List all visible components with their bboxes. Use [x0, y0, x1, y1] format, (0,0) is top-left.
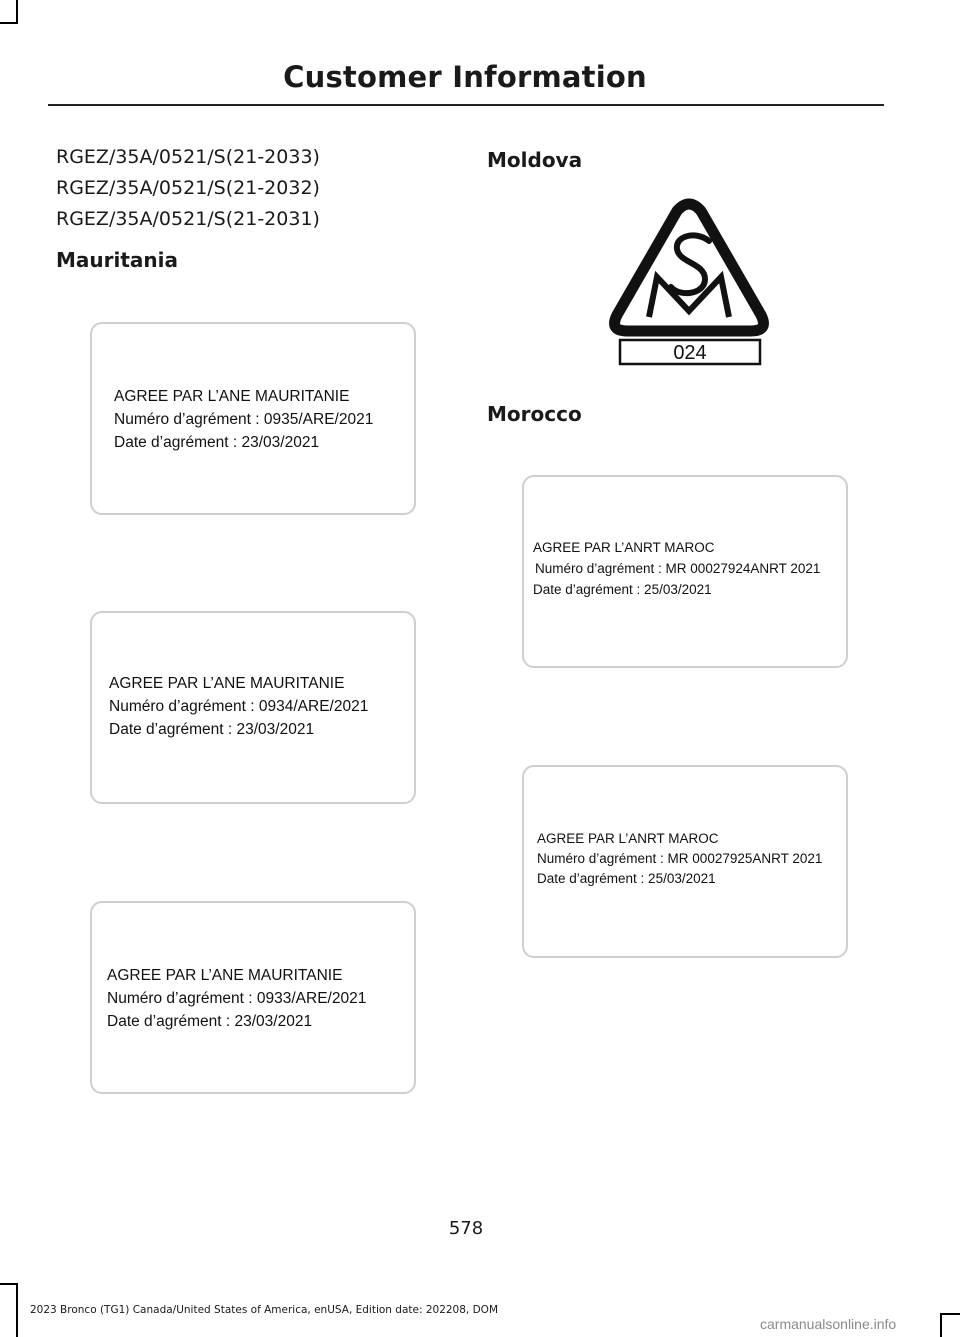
crop-mark-bottom-left-v [16, 1283, 18, 1337]
label-line-authority: AGREE PAR L’ANE MAURITANIE [109, 675, 345, 692]
moldova-logo-number: 024 [673, 342, 707, 364]
morocco-approval-label [522, 475, 848, 668]
label-line-authority: AGREE PAR L’ANE MAURITANIE [114, 388, 350, 405]
watermark: carmanualsonline.info [760, 1316, 897, 1332]
page-title: Customer Information [283, 60, 647, 94]
label-line-date: Date d’agrément : 23/03/2021 [109, 721, 315, 738]
label-line-date: Date d’agrément : 25/03/2021 [533, 582, 712, 597]
moldova-sm-logo-graphic [597, 183, 782, 383]
section-heading-mauritania: Mauritania [56, 248, 179, 272]
header-divider [48, 104, 884, 106]
crop-mark-bottom-right-h [940, 1313, 960, 1315]
label-line-number: Numéro d’agrément : 0935/ARE/2021 [114, 411, 374, 428]
approval-code-line: RGEZ/35A/0521/S(21-2032) [56, 177, 320, 199]
section-heading-morocco: Morocco [487, 402, 582, 426]
label-line-authority: AGREE PAR L’ANE MAURITANIE [107, 967, 343, 984]
page-number: 578 [448, 1218, 484, 1239]
crop-mark-top-left-h [0, 22, 18, 24]
label-line-number: Numéro d’agrément : MR 00027925ANRT 2021 [537, 851, 823, 866]
mauritania-approval-label [90, 901, 416, 1094]
moldova-sm-certification-logo [597, 183, 782, 383]
mauritania-approval-label [90, 322, 416, 515]
morocco-approval-label [522, 765, 848, 958]
label-line-date: Date d’agrément : 23/03/2021 [107, 1013, 313, 1030]
approval-code-line: RGEZ/35A/0521/S(21-2033) [56, 146, 320, 168]
approval-code-line: RGEZ/35A/0521/S(21-2031) [56, 208, 320, 230]
label-line-number: Numéro d’agrément : 0934/ARE/2021 [109, 698, 369, 715]
crop-mark-bottom-left-h [0, 1283, 18, 1285]
label-line-authority: AGREE PAR L’ANRT MAROC [537, 831, 719, 846]
crop-mark-top-left-v [16, 0, 18, 24]
label-line-date: Date d’agrément : 25/03/2021 [537, 871, 716, 886]
label-line-authority: AGREE PAR L’ANRT MAROC [533, 540, 715, 555]
section-heading-moldova: Moldova [487, 148, 583, 172]
label-line-date: Date d’agrément : 23/03/2021 [114, 434, 320, 451]
label-line-number: Numéro d’agrément : 0933/ARE/2021 [107, 990, 367, 1007]
mauritania-approval-label [90, 611, 416, 804]
label-line-number: Numéro d’agrément : MR 00027924ANRT 2021 [535, 561, 821, 576]
edition-footer: 2023 Bronco (TG1) Canada/United States of America, enUSA, Edition date: 202208, DOM [30, 1304, 499, 1316]
crop-mark-bottom-right-v [940, 1313, 942, 1337]
